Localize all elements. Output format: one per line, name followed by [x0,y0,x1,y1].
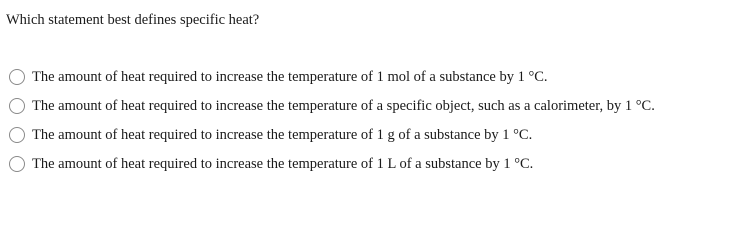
answer-option-2[interactable] [9,91,655,120]
question-text: Which statement best defines specific heat? [6,12,260,28]
answer-option-4[interactable] [9,149,655,178]
answer-option-1[interactable] [9,62,655,91]
option-label: The amount of heat required to increase the temperature of 1 mol of a substance by 1 °C. [32,68,548,85]
radio-button[interactable] [9,98,25,114]
answer-option-3[interactable] [9,120,655,149]
radio-button[interactable] [9,156,25,172]
radio-button[interactable] [9,127,25,143]
option-label: The amount of heat required to increase the temperature of a specific object, such as a calorimeter, by 1 °C. [32,97,655,114]
answer-options [9,62,655,178]
radio-button[interactable] [9,69,25,85]
option-label: The amount of heat required to increase the temperature of 1 L of a substance by 1 °C. [32,155,534,172]
option-label: The amount of heat required to increase the temperature of 1 g of a substance by 1 °C. [32,126,533,143]
